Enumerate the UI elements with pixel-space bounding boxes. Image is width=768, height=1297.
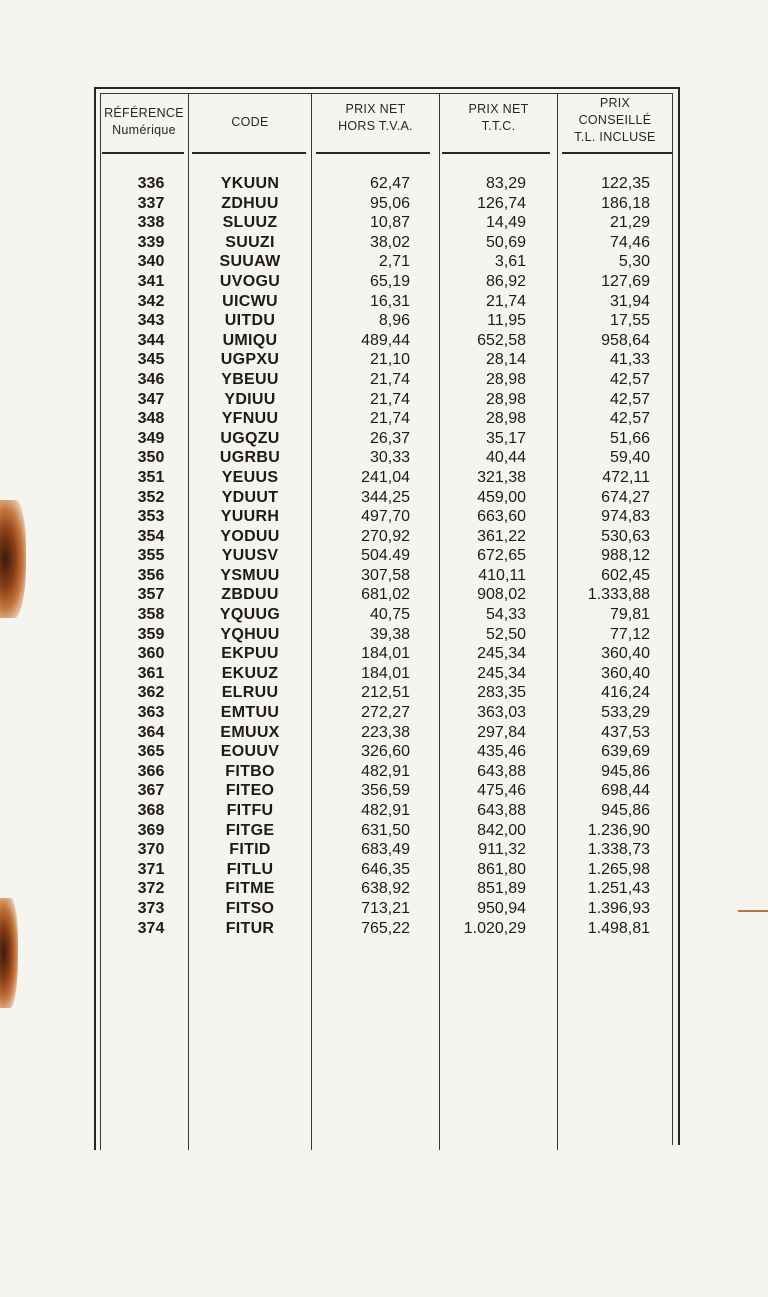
reference-cell: 344 [137, 331, 165, 349]
table-body [94, 174, 678, 938]
price-conseille-cell: 41,33 [609, 351, 650, 369]
table-row [94, 919, 678, 939]
table-row [94, 252, 678, 272]
price-conseille-cell: 42,57 [609, 410, 650, 428]
header-line: T.T.C. [481, 119, 516, 133]
reference-cell: 348 [137, 410, 165, 428]
reference-cell: 372 [137, 880, 165, 898]
header-reference [100, 93, 188, 151]
code-cell: EMTUU [220, 704, 280, 722]
code-cell: EOUUV [220, 743, 280, 761]
price-ttc-cell: 861,80 [477, 860, 526, 878]
header-line: PRIX [599, 96, 631, 110]
reference-cell: 364 [137, 723, 165, 741]
reference-cell: 354 [137, 527, 165, 545]
reference-cell: 347 [137, 390, 165, 408]
price-conseille-cell: 59,40 [609, 449, 650, 467]
price-ttc-cell: 851,89 [477, 880, 526, 898]
price-conseille-cell: 42,57 [609, 390, 650, 408]
table-row [94, 527, 678, 547]
price-ttc-cell: 950,94 [477, 899, 526, 917]
price-ht-cell: 10,87 [369, 214, 410, 232]
header-rule [316, 152, 430, 154]
paper-stain [0, 898, 18, 1008]
price-table [94, 87, 678, 1150]
table-row [94, 723, 678, 743]
header-rule [562, 152, 672, 154]
paper-edge-mark [738, 910, 768, 912]
price-ht-cell: 713,21 [361, 899, 410, 917]
price-ht-cell: 638,92 [361, 880, 410, 898]
table-row [94, 703, 678, 723]
price-conseille-cell: 639,69 [601, 743, 650, 761]
price-conseille-cell: 360,40 [601, 664, 650, 682]
price-conseille-cell: 5,30 [618, 253, 650, 271]
header-code [189, 93, 311, 151]
reference-cell: 350 [137, 449, 165, 467]
price-ht-cell: 26,37 [369, 429, 410, 447]
table-row [94, 840, 678, 860]
reference-cell: 338 [137, 214, 165, 232]
price-ht-cell: 16,31 [369, 292, 410, 310]
price-ttc-cell: 297,84 [477, 723, 526, 741]
price-ttc-cell: 321,38 [477, 468, 526, 486]
table-row [94, 488, 678, 508]
reference-cell: 368 [137, 802, 165, 819]
price-ttc-cell: 35,17 [485, 429, 526, 447]
price-ttc-cell: 14,49 [485, 214, 526, 232]
code-cell: YFNUU [221, 410, 279, 428]
price-conseille-cell: 602,45 [601, 566, 650, 584]
header-line: RÉFÉRENCE [104, 106, 184, 120]
price-conseille-cell: 674,27 [601, 488, 650, 506]
table-row [94, 566, 678, 586]
table-row [94, 272, 678, 292]
reference-cell: 339 [137, 233, 165, 251]
price-conseille-cell: 437,53 [601, 723, 650, 741]
price-conseille-cell: 416,24 [601, 684, 650, 702]
table-row [94, 781, 678, 801]
price-conseille-cell: 472,11 [602, 468, 650, 486]
price-ht-cell: 272,27 [361, 704, 410, 722]
price-conseille-cell: 1.333,88 [587, 586, 650, 604]
price-conseille-cell: 1.236,90 [587, 821, 650, 839]
price-conseille-cell: 74,46 [609, 233, 650, 251]
table-row [94, 762, 678, 782]
reference-cell: 337 [137, 194, 165, 212]
price-ht-cell: 21,74 [369, 390, 410, 408]
reference-cell: 343 [137, 312, 165, 330]
price-conseille-cell: 988,12 [601, 547, 650, 565]
code-cell: UITDU [224, 312, 276, 330]
reference-cell: 366 [137, 762, 165, 780]
price-ttc-cell: 54,33 [485, 606, 526, 624]
price-ttc-cell: 435,46 [477, 743, 526, 761]
table-row [94, 350, 678, 370]
price-ht-cell: 184,01 [361, 645, 410, 663]
price-ttc-cell: 410,11 [478, 566, 526, 584]
reference-cell: 357 [137, 586, 165, 604]
table-row [94, 585, 678, 605]
price-conseille-cell: 958,64 [601, 331, 650, 349]
price-conseille-cell: 79,81 [609, 606, 650, 624]
price-conseille-cell: 698,44 [601, 782, 650, 800]
price-ht-cell: 95,06 [369, 194, 410, 212]
price-ttc-cell: 86,92 [485, 272, 526, 290]
table-row [94, 311, 678, 331]
table-row [94, 390, 678, 410]
reference-cell: 358 [137, 606, 165, 624]
price-conseille-cell: 1.338,73 [587, 841, 650, 859]
header-rule [192, 152, 306, 154]
code-cell: SUUAW [219, 253, 281, 271]
price-ttc-cell: 283,35 [477, 684, 526, 702]
price-conseille-cell: 21,29 [609, 214, 650, 232]
code-cell: SLUUZ [222, 214, 278, 232]
code-cell: EMUUX [220, 723, 280, 741]
header-line: PRIX NET [468, 102, 529, 116]
header-prix-net-ttc [440, 93, 557, 151]
table-row [94, 448, 678, 468]
table-row [94, 233, 678, 253]
price-ht-cell: 482,91 [361, 802, 410, 819]
header-rule [102, 152, 184, 154]
price-ht-cell: 270,92 [361, 527, 410, 545]
price-conseille-cell: 1.251,43 [587, 880, 650, 898]
header-rule [442, 152, 550, 154]
price-ht-cell: 646,35 [361, 860, 410, 878]
price-ttc-cell: 126,74 [477, 194, 526, 212]
table-row [94, 644, 678, 664]
reference-cell: 356 [137, 566, 165, 584]
header-prix-conseille [558, 93, 672, 151]
reference-cell: 336 [137, 175, 165, 192]
reference-cell: 355 [137, 547, 165, 565]
table-row [94, 194, 678, 214]
price-ht-cell: 223,38 [361, 723, 410, 741]
price-ht-cell: 482,91 [361, 762, 410, 780]
price-conseille-cell: 77,12 [609, 625, 650, 643]
price-ttc-cell: 652,58 [477, 331, 526, 349]
price-conseille-cell: 974,83 [601, 508, 650, 526]
reference-cell: 363 [137, 704, 165, 722]
table-row [94, 801, 678, 821]
code-cell: UMIQU [222, 331, 278, 349]
table-row [94, 429, 678, 449]
header-line: Numérique [112, 123, 176, 137]
reference-cell: 353 [137, 508, 165, 526]
price-ttc-cell: 28,98 [485, 370, 526, 388]
price-conseille-cell: 530,63 [601, 527, 650, 545]
code-cell: UICWU [222, 292, 278, 310]
price-ttc-cell: 245,34 [477, 664, 526, 682]
table-row [94, 468, 678, 488]
code-cell: FITLU [226, 860, 274, 878]
reference-cell: 374 [137, 919, 165, 937]
price-ttc-cell: 475,46 [477, 782, 526, 800]
reference-cell: 342 [137, 292, 165, 310]
price-ht-cell: 184,01 [361, 664, 410, 682]
reference-cell: 349 [137, 429, 165, 447]
code-cell: FITID [229, 841, 271, 859]
price-ht-cell: 21,74 [369, 370, 410, 388]
price-ttc-cell: 3,61 [494, 253, 526, 271]
reference-cell: 360 [137, 645, 165, 663]
price-ht-cell: 356,59 [361, 782, 410, 800]
reference-cell: 362 [137, 684, 165, 702]
code-cell: EKUUZ [221, 664, 279, 682]
code-cell: SUUZI [225, 233, 275, 251]
reference-cell: 371 [137, 860, 165, 878]
price-ht-cell: 681,02 [361, 586, 410, 604]
price-ttc-cell: 50,69 [485, 233, 526, 251]
code-cell: YSMUU [220, 566, 280, 584]
price-ht-cell: 765,22 [361, 919, 410, 937]
code-cell: EKPUU [221, 645, 279, 663]
code-cell: UGQZU [220, 429, 280, 447]
reference-cell: 367 [137, 782, 165, 800]
price-ttc-cell: 643,88 [477, 762, 526, 780]
price-ttc-cell: 842,00 [477, 821, 526, 839]
code-cell: FITSO [225, 899, 275, 917]
reference-cell: 365 [137, 743, 165, 761]
table-row [94, 899, 678, 919]
price-ht-cell: 8,96 [378, 312, 410, 330]
price-ttc-cell: 21,74 [485, 292, 526, 310]
price-ht-cell: 497,70 [361, 508, 410, 526]
code-cell: ZDHUU [221, 194, 279, 212]
price-conseille-cell: 533,29 [601, 704, 650, 722]
reference-cell: 341 [137, 272, 165, 290]
table-row [94, 664, 678, 684]
table-row [94, 821, 678, 841]
price-ttc-cell: 52,50 [485, 625, 526, 643]
table-row [94, 331, 678, 351]
price-ttc-cell: 1.020,29 [463, 919, 526, 937]
code-cell: UVOGU [219, 272, 281, 290]
code-cell: YBEUU [221, 370, 279, 388]
price-ht-cell: 307,58 [361, 566, 410, 584]
code-cell: FITBO [225, 762, 275, 780]
code-cell: YQUUG [219, 606, 281, 624]
code-cell: YQHUU [220, 625, 280, 643]
price-conseille-cell: 42,57 [609, 370, 650, 388]
price-ttc-cell: 459,00 [477, 488, 526, 506]
code-cell: YUURH [220, 508, 280, 526]
header-line: T.L. INCLUSE [574, 130, 656, 144]
price-ttc-cell: 245,34 [477, 645, 526, 663]
price-conseille-cell: 186,18 [601, 194, 650, 212]
price-ht-cell: 65,19 [369, 272, 410, 290]
table-row [94, 370, 678, 390]
table-border [678, 87, 680, 1145]
table-row [94, 409, 678, 429]
price-ht-cell: 631,50 [361, 821, 410, 839]
price-conseille-cell: 1.396,93 [587, 899, 650, 917]
table-row [94, 683, 678, 703]
price-ht-cell: 504.49 [361, 547, 410, 565]
reference-cell: 346 [137, 370, 165, 388]
table-row [94, 860, 678, 880]
reference-cell: 370 [137, 841, 165, 859]
reference-cell: 361 [137, 664, 165, 682]
price-ht-cell: 21,74 [369, 410, 410, 428]
price-ht-cell: 2,71 [378, 253, 410, 271]
price-ht-cell: 40,75 [369, 606, 410, 624]
code-cell: FITFU [226, 802, 274, 819]
price-ht-cell: 489,44 [361, 331, 410, 349]
code-cell: FITEO [225, 782, 275, 800]
price-conseille-cell: 945,86 [601, 802, 650, 819]
reference-cell: 352 [137, 488, 165, 506]
price-ttc-cell: 908,02 [477, 586, 526, 604]
price-ht-cell: 39,38 [369, 625, 410, 643]
price-ttc-cell: 11,95 [487, 312, 526, 330]
paper-stain [0, 500, 26, 618]
code-cell: YEUUS [221, 468, 279, 486]
price-ht-cell: 326,60 [361, 743, 410, 761]
code-cell: FITUR [225, 919, 275, 937]
price-conseille-cell: 51,66 [609, 429, 650, 447]
price-ttc-cell: 28,98 [485, 410, 526, 428]
price-ttc-cell: 363,03 [477, 704, 526, 722]
table-row [94, 292, 678, 312]
price-ht-cell: 683,49 [361, 841, 410, 859]
header-line: PRIX NET [345, 102, 406, 116]
price-conseille-cell: 1.265,98 [587, 860, 650, 878]
table-row [94, 605, 678, 625]
code-cell: YDIUU [224, 390, 276, 408]
price-ht-cell: 241,04 [361, 468, 410, 486]
price-ht-cell: 344,25 [361, 488, 410, 506]
price-conseille-cell: 127,69 [601, 272, 650, 290]
reference-cell: 373 [137, 899, 165, 917]
price-ttc-cell: 83,29 [485, 175, 526, 192]
table-row [94, 625, 678, 645]
price-ttc-cell: 361,22 [477, 527, 526, 545]
code-cell: YUUSV [221, 547, 279, 565]
reference-cell: 351 [137, 468, 165, 486]
price-conseille-cell: 1.498,81 [587, 919, 650, 937]
table-row [94, 174, 678, 194]
reference-cell: 369 [137, 821, 165, 839]
code-cell: YKUUN [220, 175, 280, 192]
price-ttc-cell: 643,88 [477, 802, 526, 819]
table-row [94, 742, 678, 762]
reference-cell: 359 [137, 625, 165, 643]
table-row [94, 546, 678, 566]
price-ttc-cell: 663,60 [477, 508, 526, 526]
table-row [94, 507, 678, 527]
price-conseille-cell: 31,94 [609, 292, 650, 310]
price-conseille-cell: 122,35 [601, 175, 650, 192]
reference-cell: 340 [137, 253, 165, 271]
header-line: CODE [231, 114, 269, 129]
header-line: HORS T.V.A. [338, 119, 413, 133]
price-ttc-cell: 911,32 [478, 841, 526, 859]
price-ttc-cell: 28,14 [485, 351, 526, 369]
price-ht-cell: 30,33 [369, 449, 410, 467]
code-cell: UGPXU [220, 351, 280, 369]
reference-cell: 345 [137, 351, 165, 369]
code-cell: UGRBU [219, 449, 281, 467]
header-prix-net-ht [312, 93, 439, 151]
code-cell: YODUU [220, 527, 280, 545]
price-ttc-cell: 28,98 [485, 390, 526, 408]
price-ht-cell: 62,47 [369, 175, 410, 192]
table-border [94, 87, 680, 89]
code-cell: ELRUU [221, 684, 279, 702]
price-conseille-cell: 360,40 [601, 645, 650, 663]
price-ttc-cell: 40,44 [485, 449, 526, 467]
header-line: CONSEILLÉ [578, 113, 652, 127]
price-ht-cell: 212,51 [361, 684, 410, 702]
price-conseille-cell: 945,86 [601, 762, 650, 780]
table-row [94, 213, 678, 233]
code-cell: FITGE [225, 821, 275, 839]
table-row [94, 879, 678, 899]
code-cell: ZBDUU [221, 586, 279, 604]
code-cell: YDUUT [221, 488, 279, 506]
price-ht-cell: 21,10 [369, 351, 410, 369]
price-conseille-cell: 17,55 [609, 312, 650, 330]
price-ht-cell: 38,02 [369, 233, 410, 251]
price-ttc-cell: 672,65 [477, 547, 526, 565]
code-cell: FITME [225, 880, 275, 898]
